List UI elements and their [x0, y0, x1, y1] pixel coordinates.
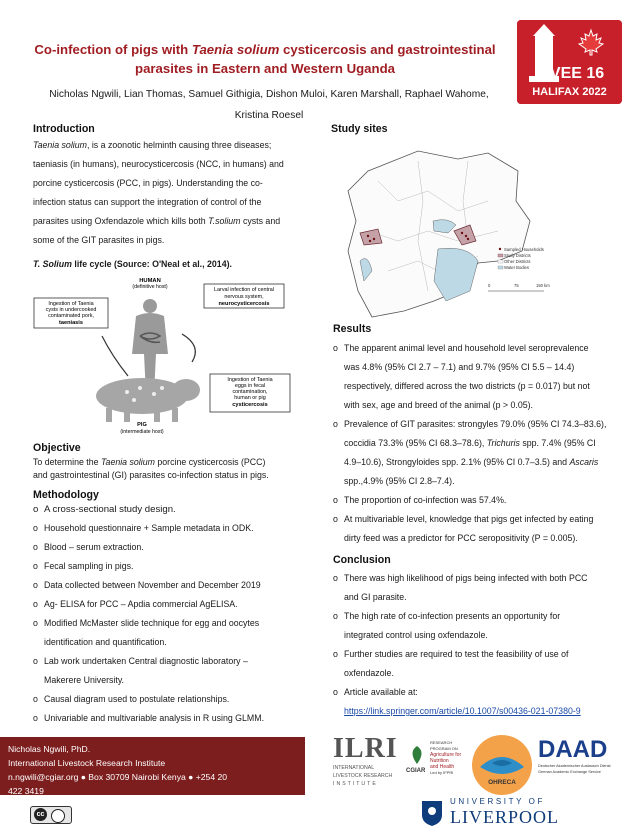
- larval-label-1: Larval infection of central: [214, 287, 274, 293]
- ingest-label-3: contaminated pork,: [48, 313, 94, 319]
- methodology-heading: Methodology: [33, 489, 99, 501]
- list-item: o Further studies are required to test the feasibility of use of: [333, 649, 569, 659]
- article-link[interactable]: https://link.springer.com/article/10.1007/s00436-021-07380-9: [344, 706, 581, 716]
- human-sublabel: (definitive host): [132, 284, 168, 290]
- cgiar-a4nh-logo: [406, 738, 464, 794]
- list-item-continued: identification and quantification.: [44, 637, 167, 647]
- ilri-sub-1: INTERNATIONAL: [333, 765, 375, 771]
- list-item: o A cross-sectional study design.: [33, 504, 176, 515]
- cgiar-wordmark: CGIAR: [406, 768, 426, 774]
- pig-sublabel: (intermediate host): [120, 429, 164, 435]
- list-item-continued: Makerere University.: [44, 675, 125, 685]
- life-cycle-diagram: [32, 276, 294, 436]
- ingest-label-4: taeniasis: [59, 320, 83, 326]
- larval-label-3: neurocysticercosis: [218, 301, 270, 307]
- uganda-map: [338, 141, 558, 325]
- list-item: o Ag- ELISA for PCC – Apdia commercial AgELISA.: [33, 599, 238, 609]
- scale-0: 0: [488, 283, 491, 288]
- introduction-text: Taenia solium, is a zoonotic helminth causing three diseases; taeniasis (in humans), neurocysticercosis (NCC, in humans) and porcine cysticercosis (PCC, in pigs). Understanding the co- infection status can support the integration of control of the parasites using Oxfendazole which kills both T.solium cysts and some of the GIT parasites in pigs.: [33, 140, 284, 245]
- list-item: o The apparent animal level and household level seroprevalence: [333, 343, 589, 353]
- liverpool-logo: [420, 797, 620, 829]
- list-item-continued: 4.9–10.6), Strongyloides spp. 2.1% (95% CI 0.7–3.5) and Ascaris: [344, 457, 599, 467]
- legend-other: Other Districts: [504, 259, 531, 264]
- isvee-logo: [517, 20, 622, 104]
- pig-label: PIG: [137, 422, 147, 428]
- list-item-continued: oxfendazole.: [344, 668, 394, 678]
- list-item: o The high rate of co-infection presents an opportunity for: [333, 611, 561, 621]
- ilri-logo: [333, 733, 398, 800]
- results-heading: Results: [333, 323, 372, 335]
- legend-sampled: Sampled Households: [504, 247, 544, 252]
- ilri-sub-2: LIVESTOCK RESEARCH: [333, 773, 393, 779]
- daad-sub-2: German Academic Exchange Service: [538, 770, 601, 774]
- human-label: HUMAN: [139, 278, 161, 284]
- list-item: o At multivariable level, knowledge that pigs get infected by eating: [333, 514, 594, 524]
- list-item: o There was high likelihood of pigs being infected with both PCC: [333, 573, 588, 583]
- results-list: [333, 339, 629, 548]
- list-item: o Causal diagram used to postulate relationships.: [33, 694, 230, 704]
- list-item: o Univariable and multivariable analysis in R using GLMM.: [33, 713, 265, 723]
- life-cycle-caption: T. Solium life cycle (Source: O'Neal et al., 2014).: [33, 259, 232, 269]
- eggs-label-4: human or pig: [234, 395, 266, 401]
- list-item-continued: and GI parasite.: [344, 592, 407, 602]
- a4nh-text: RESEARCH PROGRAM ON Agriculture for Nutrition and Health Led by IFPRI: [430, 740, 462, 775]
- ohreca-emblem-icon: [470, 733, 534, 797]
- list-item: o Fecal sampling in pigs.: [33, 561, 134, 571]
- contact-details-2: 422 3419: [8, 786, 44, 796]
- scale-150: 150 km: [536, 283, 550, 288]
- list-item: o Prevalence of GIT parasites: strongyles 79.0% (95% CI 74.3–83.6),: [333, 419, 607, 429]
- contact-details: n.ngwili@cgiar.org ● Box 30709 Nairobi Kenya ● +254 20: [8, 772, 228, 782]
- eggs-label-2: eggs in fecal: [234, 383, 266, 389]
- by-icon: [51, 809, 65, 823]
- ohreca-logo: [470, 733, 534, 797]
- ilri-wordmark: ILRI: [333, 733, 398, 764]
- poster-title: Co-infection of pigs with Taenia solium cysticercosis and gastrointestinal parasites in Eastern and Western Uganda: [34, 42, 496, 76]
- conclusion-heading: Conclusion: [333, 554, 391, 566]
- liverpool-wordmark: LIVERPOOL: [450, 807, 559, 827]
- list-item-continued: with sex, age and breed of the animal (p > 0.05).: [344, 400, 534, 410]
- objective-heading: Objective: [33, 442, 81, 454]
- list-item-continued: [333, 702, 629, 721]
- list-item: o Data collected between November and December 2019: [33, 580, 261, 590]
- daad-sub-1: Deutscher Akademischer Austausch Dienst: [538, 764, 611, 768]
- liverpool-sub: UNIVERSITY OF: [450, 797, 545, 806]
- list-item-continued: was 4.8% (95% CI 2.7 – 7.1) and 9.7% (95% CI 5.5 – 14.4): [344, 362, 575, 372]
- conclusion-list: [333, 569, 629, 721]
- list-item: o The proportion of co-infection was 57.4%.: [333, 495, 507, 505]
- list-item: o Modified McMaster slide technique for egg and oocytes: [33, 618, 260, 628]
- isvee-subtitle: HALIFAX 2022: [532, 86, 607, 98]
- eggs-label-5: cysticercosis: [232, 402, 268, 408]
- author-list: Nicholas Ngwili, Lian Thomas, Samuel Githigia, Dishon Muloi, Karen Marshall, Raphael Wahome, Kristina Roesel: [49, 89, 489, 121]
- ilri-sub-3: INSTITUTE: [333, 781, 378, 787]
- cc-icon: cc: [34, 808, 47, 821]
- contact-footer: [0, 737, 305, 795]
- methodology-list: [33, 500, 313, 728]
- list-item-continued: spp.,4.9% (95% CI 2.8–7.4).: [344, 476, 455, 486]
- creative-commons-badge: [30, 806, 72, 824]
- list-item: o Article available at:: [333, 687, 418, 697]
- contact-org: International Livestock Research Institute: [8, 758, 166, 768]
- list-item: o Blood – serum extraction.: [33, 542, 144, 552]
- list-item: o Lab work undertaken Central diagnostic laboratory –: [33, 656, 248, 666]
- liverpool-crest-icon: [420, 799, 444, 827]
- scale-75: 75: [514, 283, 519, 288]
- ohreca-wordmark: OHRECA: [488, 779, 516, 786]
- list-item-continued: dirty feed was a predictor for PCC seropositivity (P = 0.005).: [344, 533, 578, 543]
- ingest-label-1: Ingestion of Taenia: [48, 301, 94, 307]
- larval-label-2: nervous system,: [224, 294, 264, 300]
- legend-water: Water Bodies: [504, 265, 529, 270]
- study-sites-heading: Study sites: [331, 123, 388, 135]
- contact-name: Nicholas Ngwili, PhD.: [8, 744, 91, 754]
- daad-logo: [538, 737, 622, 777]
- introduction-heading: Introduction: [33, 123, 95, 135]
- ingest-label-2: cysts in undercooked: [45, 307, 97, 313]
- list-item-continued: respectively, differed across the two districts (p = 0.017) but not: [344, 381, 590, 391]
- maple-leaf-icon: [577, 28, 605, 56]
- list-item-continued: integrated control using oxfendazole.: [344, 630, 488, 640]
- legend-study: Study Districts: [504, 253, 531, 258]
- list-item: o Household questionnaire + Sample metadata in ODK.: [33, 523, 254, 533]
- cgiar-leaf-icon: [406, 744, 428, 766]
- eggs-label-1: Ingestion of Taenia: [227, 377, 273, 383]
- daad-wordmark: DAAD: [538, 736, 608, 763]
- list-item-continued: coccidia 73.3% (95% CI 68.3–78.6), Trichuris spp. 7.4% (95% CI: [344, 438, 596, 448]
- eggs-label-3: contamination,: [232, 389, 268, 395]
- isvee-title: ISVEE 16: [534, 65, 605, 82]
- objective-text: To determine the Taenia solium porcine cysticercosis (PCC) and gastrointestinal (GI) parasites co-infection status in pigs.: [33, 457, 269, 480]
